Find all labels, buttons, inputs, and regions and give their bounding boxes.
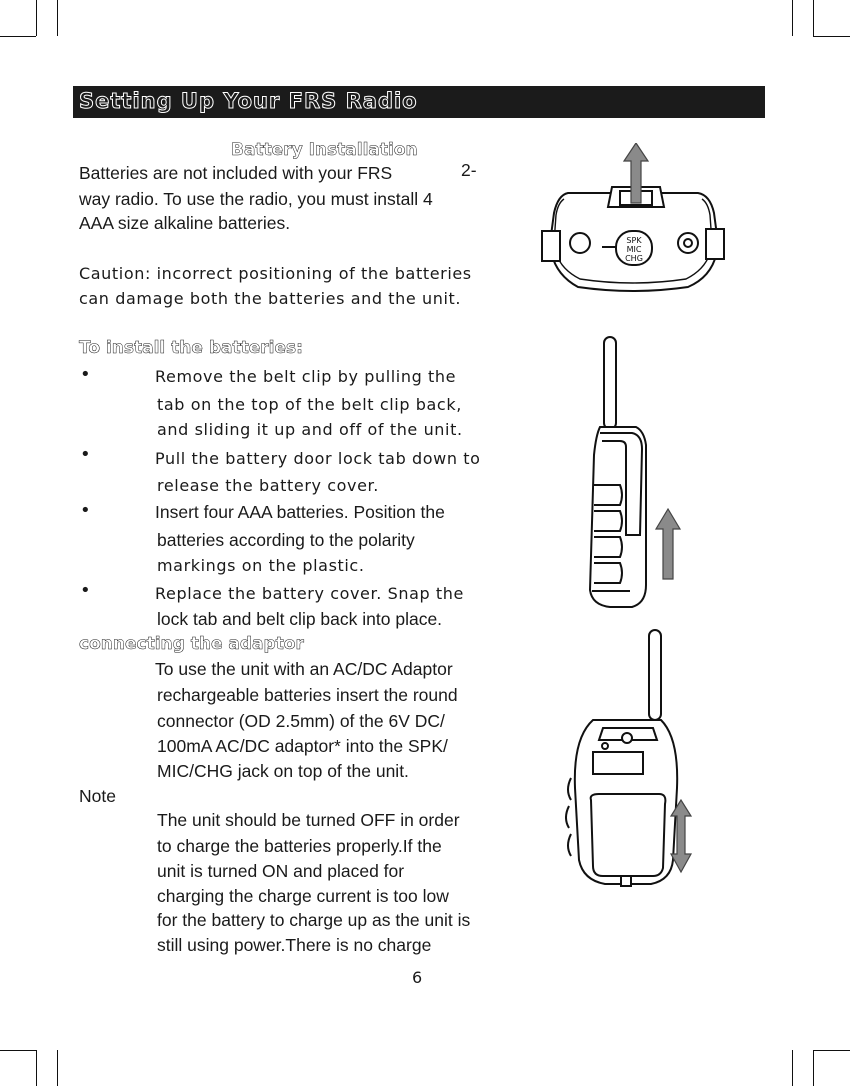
- jack-label-mic: MIC: [626, 245, 642, 254]
- bullet: •: [80, 364, 91, 385]
- section-header-bar: [73, 86, 765, 118]
- caution-line: can damage both the batteries and the unit.: [79, 289, 462, 308]
- step-line: markings on the plastic.: [157, 556, 365, 575]
- step-line: and sliding it up and off of the unit.: [157, 420, 463, 439]
- caution-line: Caution: incorrect positioning of the batteries: [79, 264, 472, 283]
- step-line: batteries according to the polarity: [157, 530, 415, 550]
- adaptor-line: rechargeable batteries insert the round: [157, 685, 458, 705]
- note-line: still using power.There is no charge: [157, 935, 432, 955]
- section-title: Setting Up Your FRS Radio: [79, 89, 418, 113]
- step-line: tab on the top of the belt clip back,: [157, 395, 462, 414]
- adaptor-line: To use the unit with an AC/DC Adaptor: [155, 659, 453, 679]
- note-line: unit is turned ON and placed for: [157, 861, 405, 881]
- crop-mark: [0, 36, 36, 37]
- crop-mark: [813, 36, 850, 37]
- bullet: •: [80, 580, 91, 601]
- step-line: Pull the battery door lock tab down to: [155, 449, 481, 468]
- note-line: The unit should be turned OFF in order: [157, 810, 460, 830]
- jack-label-chg: CHG: [625, 254, 643, 263]
- note-label: Note: [79, 786, 116, 806]
- crop-mark: [36, 1050, 37, 1086]
- intro-line: 2-: [461, 160, 477, 180]
- install-heading: To install the batteries:: [79, 338, 303, 358]
- crop-mark: [813, 1050, 814, 1086]
- bullet: •: [80, 444, 91, 465]
- crop-mark: [0, 1050, 36, 1051]
- step-line: release the battery cover.: [157, 476, 379, 495]
- adaptor-line: MIC/CHG jack on top of the unit.: [157, 761, 409, 781]
- crop-mark: [57, 0, 58, 36]
- intro-line: Batteries are not included with your FRS: [79, 163, 393, 183]
- up-arrow-icon: [656, 509, 680, 579]
- crop-mark: [813, 1050, 850, 1051]
- crop-mark: [792, 1050, 793, 1086]
- jack-label-spk: SPK: [626, 236, 642, 245]
- crop-mark: [36, 0, 37, 36]
- intro-line: way radio. To use the radio, you must install 4: [79, 189, 433, 209]
- page-number: 6: [412, 968, 423, 987]
- crop-mark: [792, 0, 793, 36]
- step-line: lock tab and belt clip back into place.: [157, 609, 443, 629]
- intro-line: AAA size alkaline batteries.: [79, 213, 291, 233]
- adaptor-heading: connecting the adaptor: [79, 634, 304, 654]
- radio-side-view-figure: [580, 335, 690, 610]
- step-line: Insert four AAA batteries. Position the: [155, 502, 445, 522]
- note-line: to charge the batteries properly.If the: [157, 836, 442, 856]
- adaptor-line: connector (OD 2.5mm) of the 6V DC/: [157, 711, 445, 731]
- battery-installation-heading: Battery Installation: [231, 140, 418, 160]
- note-line: charging the charge current is too low: [157, 886, 449, 906]
- bullet: •: [80, 500, 91, 521]
- adaptor-line: 100mA AC/DC adaptor* into the SPK/: [157, 736, 448, 756]
- note-line: for the battery to charge up as the unit is: [157, 910, 471, 930]
- crop-mark: [813, 0, 814, 36]
- step-line: Replace the battery cover. Snap the: [155, 584, 464, 603]
- radio-back-view-figure: [565, 628, 695, 890]
- radio-top-view-figure: [538, 143, 728, 295]
- crop-mark: [57, 1050, 58, 1086]
- step-line: Remove the belt clip by pulling the: [155, 367, 457, 386]
